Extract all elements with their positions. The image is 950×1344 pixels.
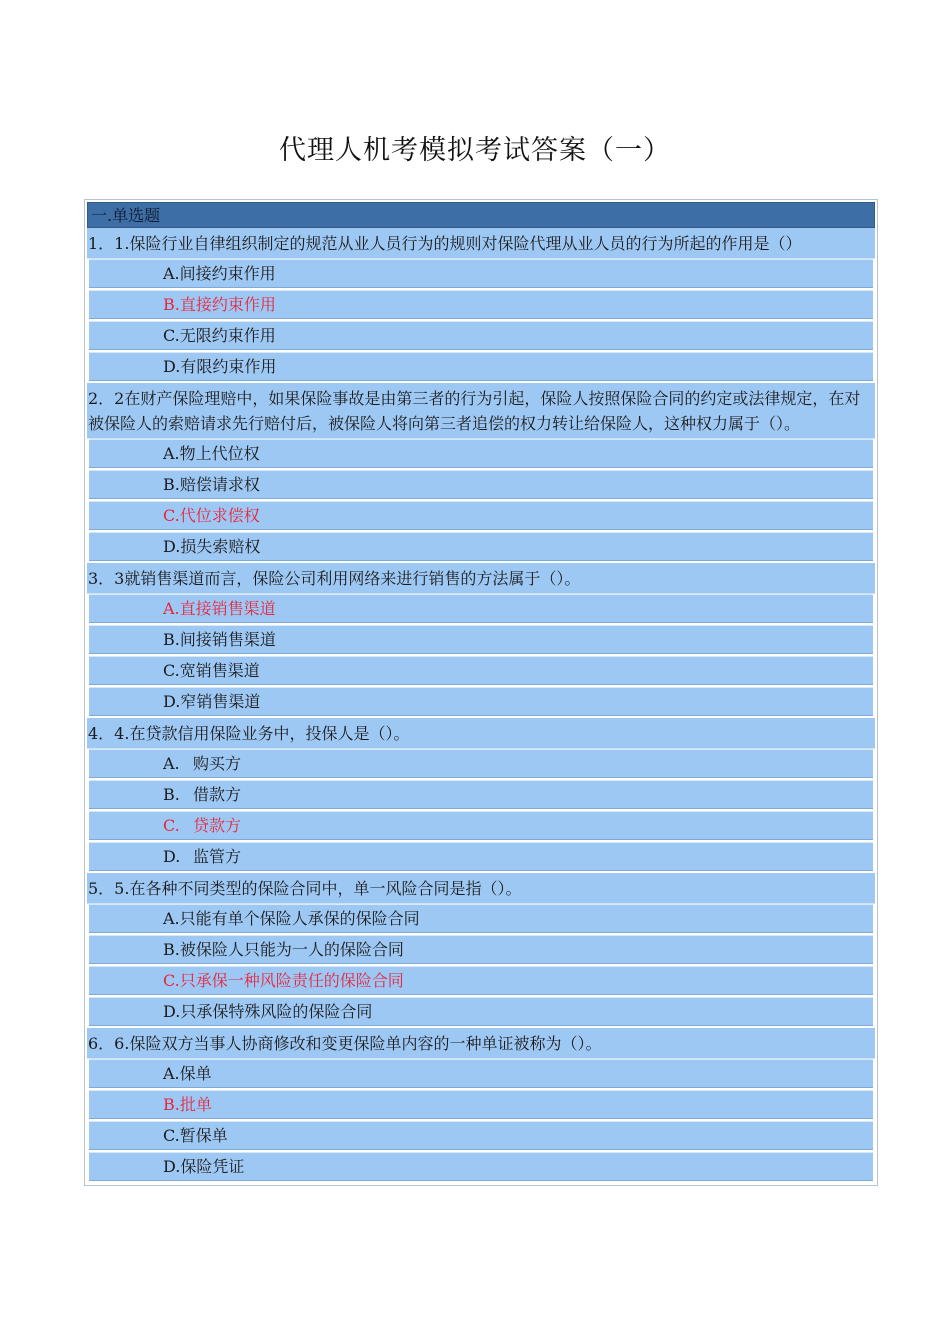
option-letter: B. — [163, 295, 180, 314]
option-letter: A. — [163, 1064, 180, 1083]
option-letter: B. — [163, 940, 180, 959]
option-text: 保险凭证 — [180, 1157, 245, 1176]
question-1-option-d — [89, 352, 873, 381]
question-4-option-d — [89, 842, 873, 871]
option-text: 只能有单个保险人承保的保险合同 — [179, 909, 420, 928]
question-1-option-c — [89, 321, 873, 350]
option-text: 代位求偿权 — [179, 506, 260, 525]
question-6: 6．6.保险双方当事人协商修改和变更保险单内容的一种单证被称为（）。 — [87, 1028, 875, 1059]
question-3-option-c — [89, 656, 873, 685]
option-text: 被保险人只能为一人的保险合同 — [179, 940, 404, 959]
question-4-option-b — [89, 780, 873, 809]
option-letter: B. — [163, 630, 180, 649]
option-text: 暂保单 — [179, 1126, 228, 1145]
option-text: 赔偿请求权 — [179, 475, 260, 494]
question-6-option-c — [89, 1121, 873, 1150]
option-letter: C. — [163, 816, 180, 835]
option-text: 间接销售渠道 — [179, 630, 276, 649]
option-letter: C. — [163, 506, 180, 525]
option-text: 购买方 — [193, 754, 242, 773]
question-3-option-b — [89, 625, 873, 654]
option-letter: A. — [163, 264, 180, 283]
question-1-option-a — [89, 259, 873, 288]
option-text: 贷款方 — [193, 816, 242, 835]
option-letter: C. — [163, 326, 180, 345]
option-letter: A. — [163, 754, 180, 773]
question-6-option-b-correct — [89, 1090, 873, 1119]
question-3: 3．3就销售渠道而言，保险公司利用网络来进行销售的方法属于（）。 — [87, 563, 875, 594]
option-letter: A. — [163, 599, 180, 618]
option-letter: C. — [163, 971, 180, 990]
option-text: 只承保特殊风险的保险合同 — [180, 1002, 373, 1021]
option-text: 有限约束作用 — [180, 357, 277, 376]
option-text: 借款方 — [193, 785, 242, 804]
option-letter: D. — [163, 692, 181, 711]
option-text: 窄销售渠道 — [180, 692, 261, 711]
question-6-option-d — [89, 1152, 873, 1181]
question-4-option-a — [89, 749, 873, 778]
question-2-option-c-correct — [89, 501, 873, 530]
option-letter: B. — [163, 1095, 180, 1114]
option-text: 监管方 — [193, 847, 242, 866]
option-letter: C. — [163, 661, 180, 680]
page-title: 代理人机考模拟考试答案（一） — [279, 135, 671, 166]
option-text: 只承保一种风险责任的保险合同 — [179, 971, 404, 990]
question-5-option-a — [89, 904, 873, 933]
option-text: 宽销售渠道 — [179, 661, 260, 680]
option-text: 直接销售渠道 — [179, 599, 276, 618]
option-letter: D. — [163, 1002, 181, 1021]
question-5-option-d — [89, 997, 873, 1026]
option-letter: D. — [163, 537, 181, 556]
option-text: 损失索赔权 — [180, 537, 261, 556]
question-5-option-c-correct — [89, 966, 873, 995]
option-letter: D. — [163, 847, 181, 866]
option-text: 间接约束作用 — [179, 264, 276, 283]
option-letter: D. — [163, 357, 181, 376]
option-letter: A. — [163, 909, 180, 928]
section-header: 一.单选题 — [87, 202, 875, 228]
option-letter: A. — [163, 444, 180, 463]
option-letter: B. — [163, 475, 180, 494]
option-letter: B. — [163, 785, 180, 804]
option-text: 直接约束作用 — [179, 295, 276, 314]
option-text: 保单 — [179, 1064, 212, 1083]
option-text: 无限约束作用 — [179, 326, 276, 345]
quiz-table — [84, 199, 878, 1186]
question-5-option-b — [89, 935, 873, 964]
question-2-option-a — [89, 439, 873, 468]
question-5: 5．5.在各种不同类型的保险合同中，单一风险合同是指（）。 — [87, 873, 875, 904]
question-4-option-c-correct — [89, 811, 873, 840]
question-2-option-d — [89, 532, 873, 561]
question-list — [87, 228, 875, 1181]
option-letter: C. — [163, 1126, 180, 1145]
question-2: 2．2在财产保险理赔中，如果保险事故是由第三者的行为引起，保险人按照保险合同的约定或法律规定，在对被保险人的索赔请求先行赔付后，被保险人将向第三者追偿的权力转让给保险人，这种权力属于（）。 — [87, 383, 875, 439]
option-text: 物上代位权 — [179, 444, 260, 463]
option-letter: D. — [163, 1157, 181, 1176]
question-1: 1．1.保险行业自律组织制定的规范从业人员行为的规则对保险代理从业人员的行为所起的作用是（） — [87, 228, 875, 259]
question-1-option-b-correct — [89, 290, 873, 319]
question-3-option-d — [89, 687, 873, 716]
question-4: 4．4.在贷款信用保险业务中，投保人是（）。 — [87, 718, 875, 749]
question-2-option-b — [89, 470, 873, 499]
question-3-option-a-correct — [89, 594, 873, 623]
option-text: 批单 — [179, 1095, 212, 1114]
question-6-option-a — [89, 1059, 873, 1088]
